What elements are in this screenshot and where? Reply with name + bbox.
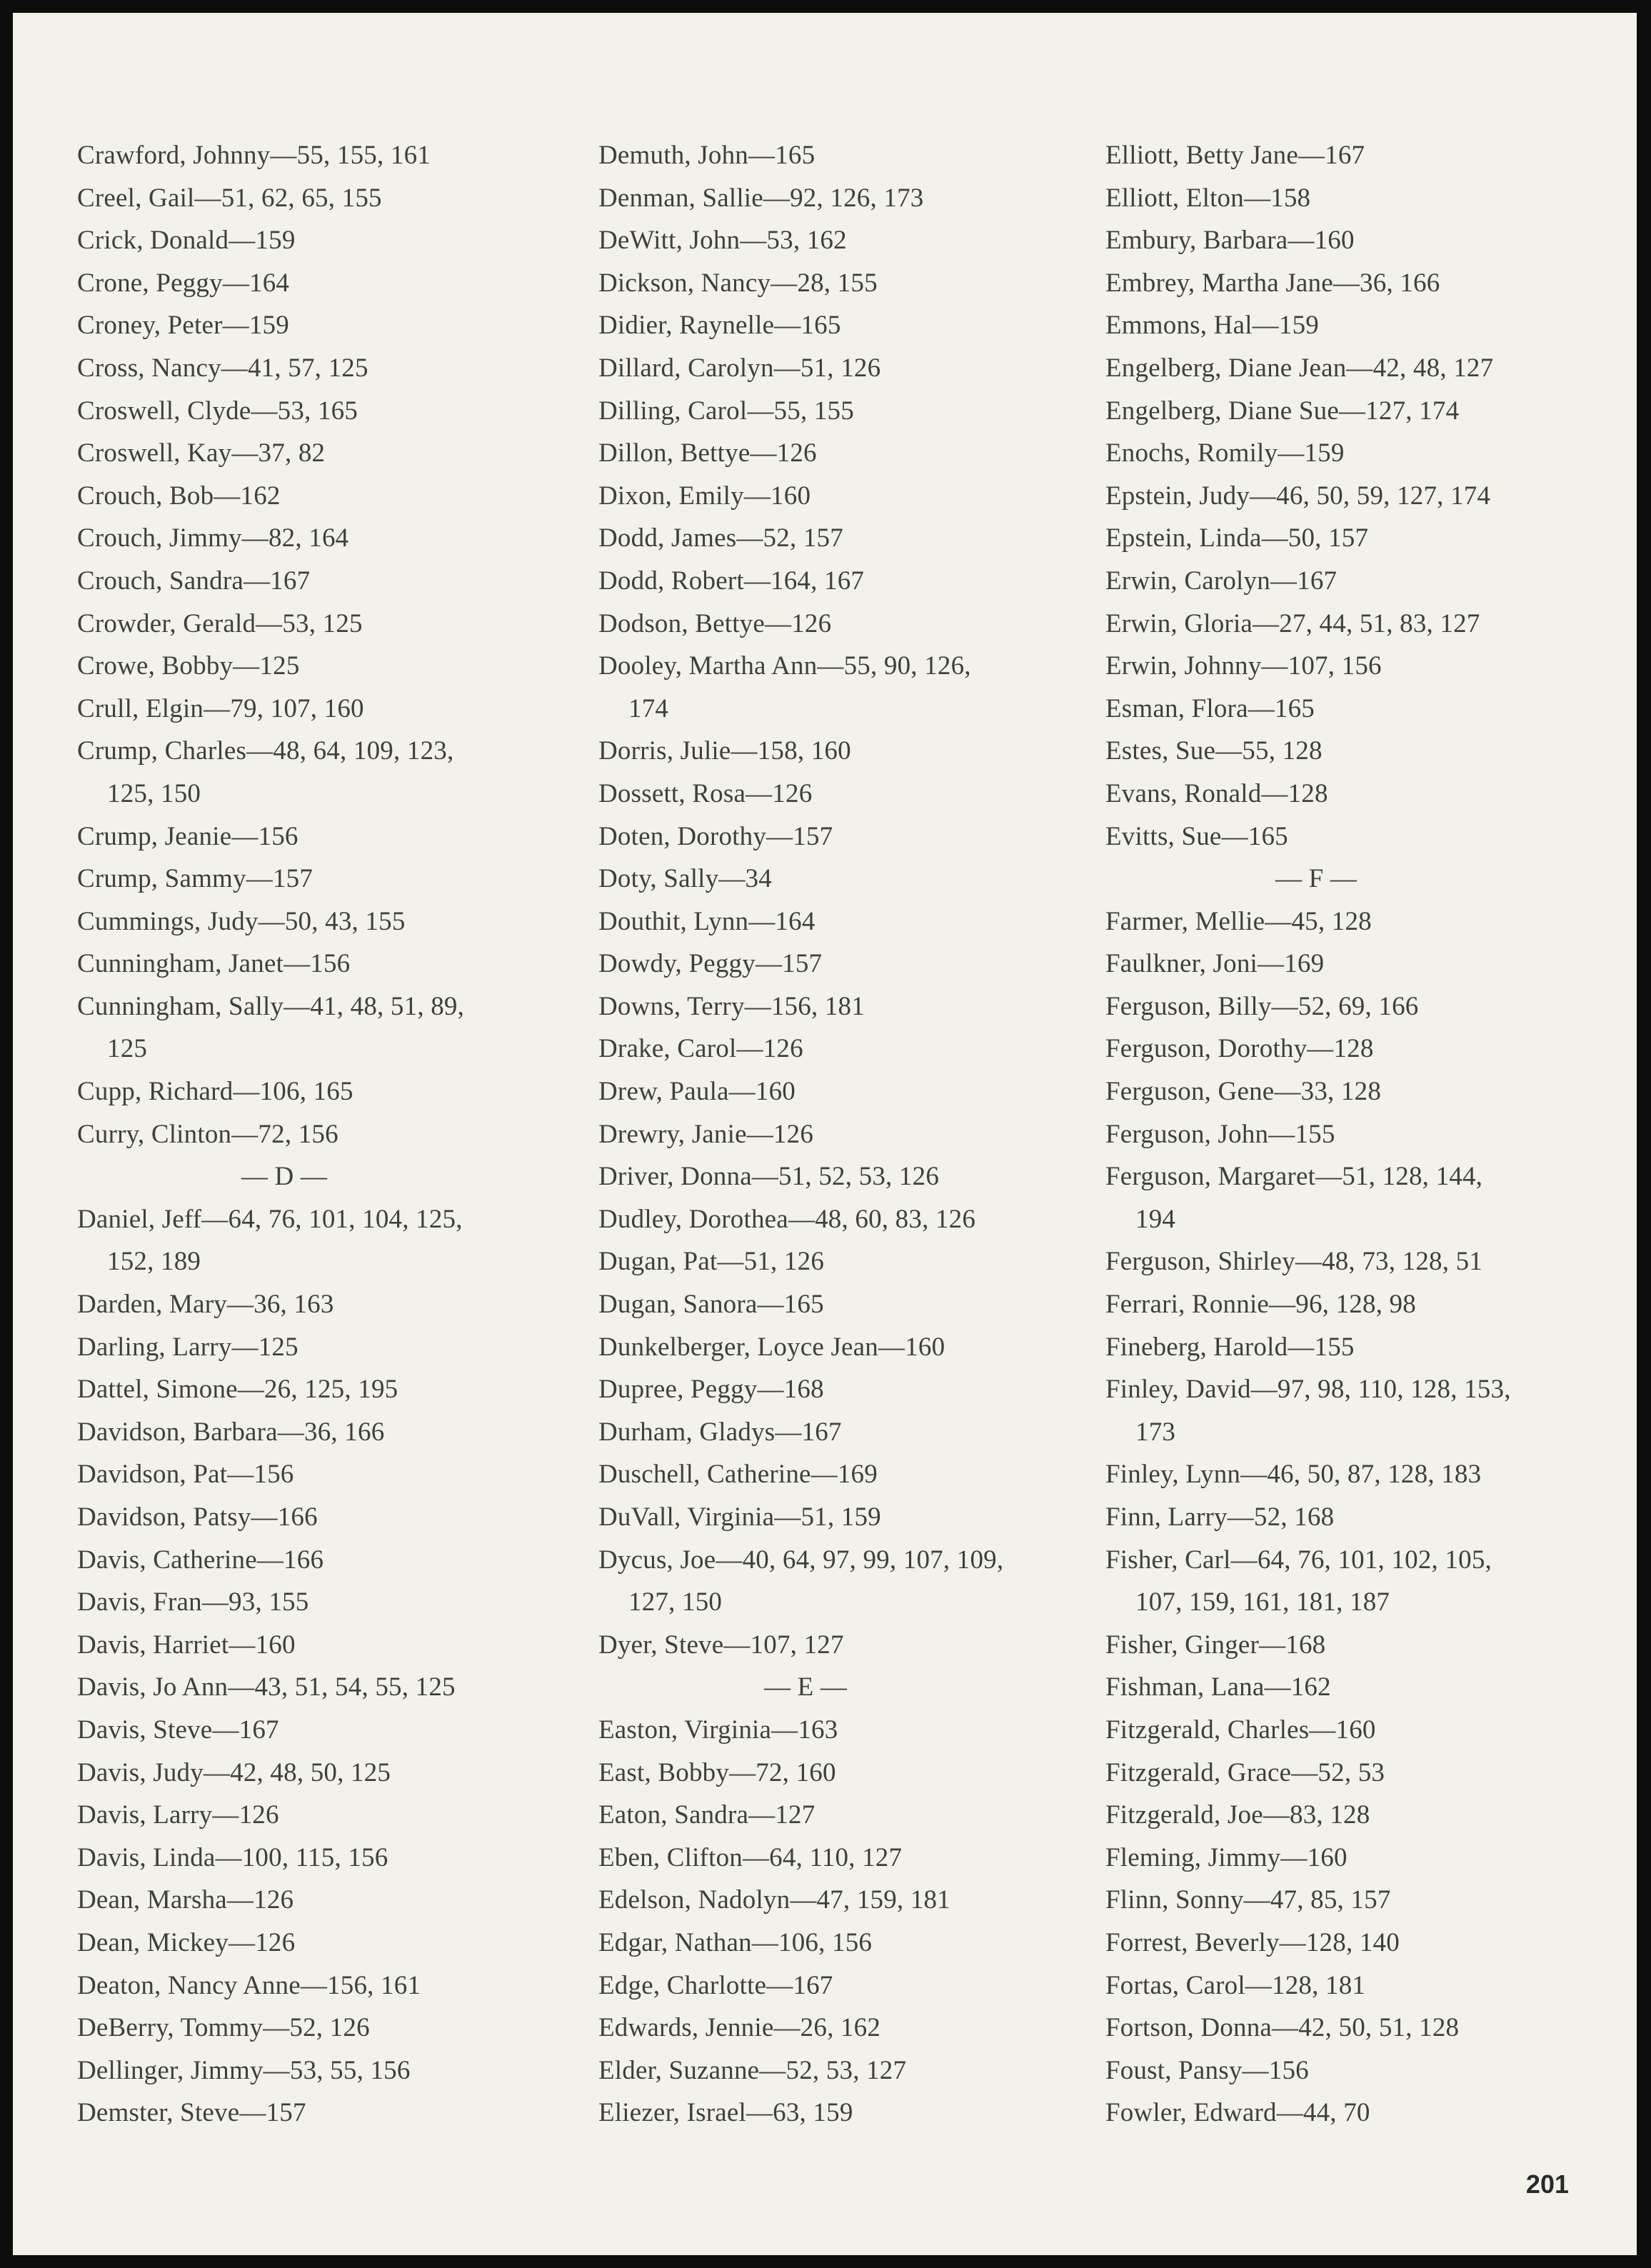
index-entry xyxy=(1105,1326,1605,1369)
index-entry xyxy=(1105,1837,1605,1880)
index-entry-text: Fortas, Carol—128, 181 xyxy=(1105,1970,1366,2000)
index-entry xyxy=(77,730,577,815)
index-entry-text: Crouch, Sandra—167 xyxy=(77,566,311,596)
index-entry-text: Crouch, Jimmy—82, 164 xyxy=(77,523,349,553)
index-entry-text: Edwards, Jennie—26, 162 xyxy=(598,2013,881,2043)
index-entry xyxy=(1105,1624,1605,1667)
index-entry xyxy=(1105,1879,1605,1922)
index-entry-text: Durham, Gladys—167 xyxy=(598,1417,842,1447)
index-entry-text: Creel, Gail—51, 62, 65, 155 xyxy=(77,183,382,213)
index-entry-text: Didier, Raynelle—165 xyxy=(598,311,841,341)
index-entry-text: Crone, Peggy—164 xyxy=(77,268,290,298)
index-entry-text: Crowder, Gerald—53, 125 xyxy=(77,608,363,638)
index-entry xyxy=(598,1411,1098,1454)
index-entry xyxy=(598,517,1098,560)
index-entry-text: Engelberg, Diane Sue—127, 174 xyxy=(1105,396,1460,426)
index-entry xyxy=(77,645,577,688)
index-entry-text: Dilling, Carol—55, 155 xyxy=(598,396,854,426)
index-entry-text: Croney, Peter—159 xyxy=(77,311,289,341)
index-entry-text: Dixon, Emily—160 xyxy=(598,481,811,511)
index-column-2 xyxy=(598,134,1098,2134)
index-entry-continuation: 125 xyxy=(107,1034,148,1064)
index-entry xyxy=(1105,219,1605,262)
index-entry-text: Davis, Jo Ann—43, 51, 54, 55, 125 xyxy=(77,1672,456,1702)
index-entry xyxy=(77,816,577,858)
index-entry xyxy=(77,1837,577,1880)
index-entry xyxy=(77,1794,577,1837)
index-entry xyxy=(1105,1155,1605,1240)
index-entry xyxy=(1105,1922,1605,1965)
index-entry xyxy=(77,603,577,646)
index-entry xyxy=(77,1113,577,1156)
index-entry-text: Dickson, Nancy—28, 155 xyxy=(598,268,878,298)
index-entry xyxy=(77,1922,577,1965)
index-entry xyxy=(598,900,1098,943)
index-entry xyxy=(77,1624,577,1667)
index-entry-text: Ferrari, Ronnie—96, 128, 98 xyxy=(1105,1290,1416,1320)
index-entry xyxy=(1105,1539,1605,1624)
index-entry xyxy=(77,1496,577,1539)
index-entry xyxy=(598,1837,1098,1880)
index-entry xyxy=(598,560,1098,603)
index-entry xyxy=(598,1028,1098,1070)
page-number: 201 xyxy=(1525,2169,1569,2199)
index-entry-text: Doty, Sally—34 xyxy=(598,864,772,894)
index-entry xyxy=(1105,1752,1605,1795)
index-entry-continuation: 125, 150 xyxy=(107,778,201,808)
index-entry-text: Darden, Mary—36, 163 xyxy=(77,1290,334,1320)
index-entry xyxy=(598,1240,1098,1283)
index-entry xyxy=(77,219,577,262)
index-entry xyxy=(77,1752,577,1795)
index-entry xyxy=(77,1879,577,1922)
index-entry xyxy=(1105,1496,1605,1539)
index-entry xyxy=(77,1283,577,1326)
index-entry xyxy=(598,2092,1098,2134)
index-entry-text: Davidson, Patsy—166 xyxy=(77,1502,318,1532)
index-entry xyxy=(77,900,577,943)
index-entry xyxy=(1105,304,1605,347)
index-entry-text: Dodd, Robert—164, 167 xyxy=(598,566,865,596)
index-entry-text: DuVall, Virginia—51, 159 xyxy=(598,1502,881,1532)
index-entry-text: Engelberg, Diane Jean—42, 48, 127 xyxy=(1105,353,1494,383)
index-entry-text: Fishman, Lana—162 xyxy=(1105,1672,1331,1702)
index-entry xyxy=(598,390,1098,433)
index-entry-text: Drew, Paula—160 xyxy=(598,1077,796,1107)
index-entry xyxy=(1105,134,1605,177)
index-entry-text: Fisher, Ginger—168 xyxy=(1105,1630,1326,1660)
index-entry xyxy=(77,985,577,1070)
index-entry-text: Crawford, Johnny—55, 155, 161 xyxy=(77,141,431,170)
index-entry xyxy=(77,304,577,347)
index-entry-text: Dellinger, Jimmy—53, 55, 156 xyxy=(77,2055,411,2085)
index-entry xyxy=(598,1879,1098,1922)
index-entry-text: Edelson, Nadolyn—47, 159, 181 xyxy=(598,1885,950,1915)
index-entry xyxy=(1105,475,1605,518)
index-entry-text: Ferguson, Margaret—51, 128, 144, xyxy=(1105,1162,1483,1192)
index-entry xyxy=(598,1113,1098,1156)
index-entry-text: Erwin, Gloria—27, 44, 51, 83, 127 xyxy=(1105,608,1480,638)
index-entry-text: Fitzgerald, Joe—83, 128 xyxy=(1105,1800,1370,1830)
index-entry xyxy=(1105,2049,1605,2092)
index-entry-text: Fortson, Donna—42, 50, 51, 128 xyxy=(1105,2013,1460,2043)
index-entry xyxy=(1105,177,1605,220)
index-entry-continuation: 173 xyxy=(1135,1417,1176,1447)
index-entry-text: Demuth, John—165 xyxy=(598,141,816,170)
index-entry-text: Denman, Sallie—92, 126, 173 xyxy=(598,183,924,213)
index-entry xyxy=(77,1709,577,1752)
index-entry-text: Finley, Lynn—46, 50, 87, 128, 183 xyxy=(1105,1460,1482,1490)
index-entry xyxy=(77,134,577,177)
index-entry-text: Dodson, Bettye—126 xyxy=(598,608,832,638)
index-entry xyxy=(598,1965,1098,2007)
index-entry-continuation: 152, 189 xyxy=(107,1247,201,1277)
index-entry-text: Drewry, Janie—126 xyxy=(598,1119,814,1149)
index-entry xyxy=(77,1965,577,2007)
index-entry xyxy=(77,688,577,731)
index-entry-text: Dodd, James—52, 157 xyxy=(598,523,843,553)
section-letter-header: — F — xyxy=(1275,864,1358,894)
index-entry-text: Edgar, Nathan—106, 156 xyxy=(598,1927,873,1957)
index-entry-text: Croswell, Clyde—53, 165 xyxy=(77,396,358,426)
index-entry xyxy=(77,390,577,433)
index-entry xyxy=(598,816,1098,858)
index-entry xyxy=(598,1794,1098,1837)
index-entry xyxy=(77,475,577,518)
index-entry-text: Elliott, Elton—158 xyxy=(1105,183,1311,213)
index-entry xyxy=(77,1539,577,1582)
index-entry-text: Foust, Pansy—156 xyxy=(1105,2055,1309,2085)
index-entry-text: Fitzgerald, Grace—52, 53 xyxy=(1105,1757,1385,1787)
index-entry-continuation: 174 xyxy=(628,693,669,723)
index-entry-text: Davis, Fran—93, 155 xyxy=(77,1587,309,1617)
index-entry-text: Emmons, Hal—159 xyxy=(1105,311,1319,341)
index-entry-continuation: 194 xyxy=(1135,1204,1176,1234)
index-entry-text: Ferguson, Gene—33, 128 xyxy=(1105,1077,1382,1107)
index-entry xyxy=(598,1624,1098,1667)
index-entry xyxy=(1105,1368,1605,1453)
index-entry xyxy=(1105,390,1605,433)
index-entry-text: Fitzgerald, Charles—160 xyxy=(1105,1715,1376,1745)
index-entry-text: Crump, Charles—48, 64, 109, 123, xyxy=(77,736,454,766)
index-entry-text: Eaton, Sandra—127 xyxy=(598,1800,816,1830)
index-entry xyxy=(1105,1283,1605,1326)
index-entry-text: Elliott, Betty Jane—167 xyxy=(1105,141,1365,170)
index-entry xyxy=(598,1539,1098,1624)
index-entry-text: Davis, Catherine—166 xyxy=(77,1545,324,1575)
index-entry xyxy=(1105,645,1605,688)
index-entry-text: Darling, Larry—125 xyxy=(77,1332,298,1362)
index-entry-text: Ferguson, Billy—52, 69, 166 xyxy=(1105,991,1419,1021)
index-entry-text: Cummings, Judy—50, 43, 155 xyxy=(77,906,406,936)
index-entry xyxy=(77,432,577,475)
index-entry-text: Forrest, Beverly—128, 140 xyxy=(1105,1927,1400,1957)
index-entry xyxy=(598,773,1098,816)
index-entry-text: Crick, Donald—159 xyxy=(77,226,296,256)
index-entry-text: Davis, Steve—167 xyxy=(77,1715,279,1745)
index-entry xyxy=(598,1283,1098,1326)
index-entry xyxy=(1105,1240,1605,1283)
index-entry xyxy=(1105,2007,1605,2049)
index-entry xyxy=(77,2007,577,2049)
index-entry xyxy=(598,1453,1098,1496)
index-entry xyxy=(598,1368,1098,1411)
index-entry xyxy=(598,2007,1098,2049)
index-entry-text: Edge, Charlotte—167 xyxy=(598,1970,833,2000)
index-entry-text: Dean, Marsha—126 xyxy=(77,1885,294,1915)
index-entry xyxy=(1105,1070,1605,1113)
index-column-3 xyxy=(1105,134,1605,2134)
index-entry-text: Demster, Steve—157 xyxy=(77,2098,306,2128)
index-entry xyxy=(598,985,1098,1028)
index-entry-text: Embury, Barbara—160 xyxy=(1105,226,1355,256)
index-entry xyxy=(1105,2092,1605,2134)
index-entry-text: Epstein, Judy—46, 50, 59, 127, 174 xyxy=(1105,481,1491,511)
index-entry-text: Dugan, Sanora—165 xyxy=(598,1290,824,1320)
index-entry-text: Dyer, Steve—107, 127 xyxy=(598,1630,844,1660)
index-entry xyxy=(1105,773,1605,816)
index-entry xyxy=(1105,816,1605,858)
index-entry-text: Dunkelberger, Loyce Jean—160 xyxy=(598,1332,945,1362)
index-entry xyxy=(1105,688,1605,731)
index-entry xyxy=(598,219,1098,262)
index-entry-text: Crowe, Bobby—125 xyxy=(77,651,300,681)
index-entry xyxy=(598,1709,1098,1752)
section-letter-header: — D — xyxy=(241,1162,328,1192)
index-entry xyxy=(77,560,577,603)
index-entry-text: Cupp, Richard—106, 165 xyxy=(77,1077,353,1107)
index-entry-text: Duschell, Catherine—169 xyxy=(598,1460,878,1490)
index-entry xyxy=(77,1581,577,1624)
index-entry xyxy=(77,1411,577,1454)
index-entry xyxy=(77,2092,577,2134)
index-entry xyxy=(598,2049,1098,2092)
index-entry xyxy=(598,177,1098,220)
index-entry xyxy=(1105,1028,1605,1070)
index-entry xyxy=(77,517,577,560)
index-entry-text: Finn, Larry—52, 168 xyxy=(1105,1502,1335,1532)
index-entry xyxy=(1105,603,1605,646)
index-entry-text: Crouch, Bob—162 xyxy=(77,481,281,511)
index-entry-text: Estes, Sue—55, 128 xyxy=(1105,736,1323,766)
index-entry-text: Douthit, Lynn—164 xyxy=(598,906,816,936)
index-entry xyxy=(1105,560,1605,603)
index-entry-text: Driver, Donna—51, 52, 53, 126 xyxy=(598,1162,940,1192)
index-entry-text: DeBerry, Tommy—52, 126 xyxy=(77,2013,370,2043)
index-entry-text: Farmer, Mellie—45, 128 xyxy=(1105,906,1372,936)
index-entry xyxy=(1105,943,1605,985)
index-entry-text: Finley, David—97, 98, 110, 128, 153, xyxy=(1105,1375,1511,1405)
index-entry-text: Croswell, Kay—37, 82 xyxy=(77,438,326,468)
index-entry xyxy=(77,1198,577,1283)
index-entry-text: DeWitt, John—53, 162 xyxy=(598,226,847,256)
index-entry-text: Dudley, Dorothea—48, 60, 83, 126 xyxy=(598,1204,976,1234)
index-entry-text: Davidson, Pat—156 xyxy=(77,1460,294,1490)
index-entry xyxy=(77,1453,577,1496)
index-entry xyxy=(598,1155,1098,1198)
index-entry xyxy=(77,2049,577,2092)
index-entry xyxy=(598,858,1098,900)
index-entry xyxy=(1105,347,1605,390)
index-entry xyxy=(598,432,1098,475)
index-entry-text: Davis, Larry—126 xyxy=(77,1800,279,1830)
index-entry-continuation: 127, 150 xyxy=(628,1587,723,1617)
index-entry xyxy=(598,262,1098,305)
index-entry xyxy=(77,858,577,900)
index-entry-text: Cross, Nancy—41, 57, 125 xyxy=(77,353,368,383)
index-entry-text: Embrey, Martha Jane—36, 166 xyxy=(1105,268,1440,298)
index-entry xyxy=(598,1198,1098,1241)
index-entry xyxy=(598,1922,1098,1965)
index-entry-text: East, Bobby—72, 160 xyxy=(598,1757,836,1787)
index-entry xyxy=(1105,730,1605,773)
index-entry-text: Dupree, Peggy—168 xyxy=(598,1375,824,1405)
index-entry-text: Dillard, Carolyn—51, 126 xyxy=(598,353,881,383)
index-entry-text: Davis, Judy—42, 48, 50, 125 xyxy=(77,1757,391,1787)
index-entry-text: Ferguson, John—155 xyxy=(1105,1119,1335,1149)
section-letter-header: — E — xyxy=(763,1672,848,1702)
index-entry-text: Enochs, Romily—159 xyxy=(1105,438,1345,468)
index-entry-text: Davis, Harriet—160 xyxy=(77,1630,296,1660)
index-entry-text: Dattel, Simone—26, 125, 195 xyxy=(77,1375,398,1405)
index-entry xyxy=(598,1070,1098,1113)
index-entry xyxy=(77,943,577,985)
index-entry-text: Evans, Ronald—128 xyxy=(1105,778,1328,808)
index-entry xyxy=(598,1326,1098,1369)
index-entry-text: Crump, Jeanie—156 xyxy=(77,821,298,851)
index-entry-text: Esman, Flora—165 xyxy=(1105,693,1315,723)
index-entry xyxy=(598,730,1098,773)
index-entry-text: Daniel, Jeff—64, 76, 101, 104, 125, xyxy=(77,1204,463,1234)
index-entry-text: Fowler, Edward—44, 70 xyxy=(1105,2098,1370,2128)
index-entry-text: Erwin, Carolyn—167 xyxy=(1105,566,1338,596)
index-entry-text: Flinn, Sonny—47, 85, 157 xyxy=(1105,1885,1391,1915)
index-entry-text: Elder, Suzanne—52, 53, 127 xyxy=(598,2055,907,2085)
index-entry-text: Dugan, Pat—51, 126 xyxy=(598,1247,825,1277)
index-entry-text: Easton, Virginia—163 xyxy=(598,1715,838,1745)
index-entry-text: Davidson, Barbara—36, 166 xyxy=(77,1417,385,1447)
index-entry xyxy=(77,1368,577,1411)
index-entry xyxy=(77,1666,577,1709)
index-entry xyxy=(598,1752,1098,1795)
index-entry xyxy=(77,1070,577,1113)
index-entry-continuation: 107, 159, 161, 181, 187 xyxy=(1135,1587,1390,1617)
index-entry-text: Cunningham, Sally—41, 48, 51, 89, xyxy=(77,991,465,1021)
index-entry-text: Dowdy, Peggy—157 xyxy=(598,949,823,979)
index-entry xyxy=(1105,1709,1605,1752)
index-entry-text: Epstein, Linda—50, 157 xyxy=(1105,523,1369,553)
index-entry-text: Fleming, Jimmy—160 xyxy=(1105,1842,1348,1872)
index-entry-text: Davis, Linda—100, 115, 156 xyxy=(77,1842,388,1872)
index-entry-text: Doten, Dorothy—157 xyxy=(598,821,833,851)
index-entry-text: Cunningham, Janet—156 xyxy=(77,949,351,979)
index-entry-text: Crump, Sammy—157 xyxy=(77,864,313,894)
index-entry-text: Dillon, Bettye—126 xyxy=(598,438,817,468)
index-entry-text: Erwin, Johnny—107, 156 xyxy=(1105,651,1382,681)
index-entry-text: Eben, Clifton—64, 110, 127 xyxy=(598,1842,903,1872)
index-entry-text: Evitts, Sue—165 xyxy=(1105,821,1288,851)
index-entry-text: Dooley, Martha Ann—55, 90, 126, xyxy=(598,651,971,681)
index-entry xyxy=(1105,1453,1605,1496)
index-entry xyxy=(1105,985,1605,1028)
index-entry-text: Dean, Mickey—126 xyxy=(77,1927,296,1957)
index-entry-text: Ferguson, Dorothy—128 xyxy=(1105,1034,1374,1064)
index-entry-text: Fineberg, Harold—155 xyxy=(1105,1332,1355,1362)
index-entry-text: Dorris, Julie—158, 160 xyxy=(598,736,851,766)
index-entry xyxy=(1105,1666,1605,1709)
index-entry xyxy=(598,347,1098,390)
index-entry-text: Deaton, Nancy Anne—156, 161 xyxy=(77,1970,421,2000)
index-entry xyxy=(1105,1965,1605,2007)
index-entry xyxy=(598,603,1098,646)
index-entry xyxy=(598,475,1098,518)
index-entry xyxy=(598,645,1098,730)
index-entry-text: Ferguson, Shirley—48, 73, 128, 51 xyxy=(1105,1247,1483,1277)
index-entry xyxy=(598,304,1098,347)
index-entry xyxy=(1105,262,1605,305)
index-entry xyxy=(1105,900,1605,943)
index-entry xyxy=(77,347,577,390)
index-entry-text: Fisher, Carl—64, 76, 101, 102, 105, xyxy=(1105,1545,1492,1575)
index-entry-text: Drake, Carol—126 xyxy=(598,1034,803,1064)
index-entry xyxy=(598,134,1098,177)
index-entry xyxy=(77,1326,577,1369)
index-entry-text: Faulkner, Joni—169 xyxy=(1105,949,1325,979)
index-entry xyxy=(598,943,1098,985)
index-entry-text: Dossett, Rosa—126 xyxy=(598,778,813,808)
index-entry xyxy=(1105,1113,1605,1156)
index-entry-text: Downs, Terry—156, 181 xyxy=(598,991,865,1021)
index-entry xyxy=(77,177,577,220)
index-entry-text: Crull, Elgin—79, 107, 160 xyxy=(77,693,364,723)
index-entry xyxy=(1105,1794,1605,1837)
index-entry xyxy=(1105,432,1605,475)
index-entry-text: Curry, Clinton—72, 156 xyxy=(77,1119,338,1149)
index-entry xyxy=(1105,517,1605,560)
index-entry-text: Eliezer, Israel—63, 159 xyxy=(598,2098,853,2128)
index-page xyxy=(13,13,1637,2255)
index-entry xyxy=(77,262,577,305)
index-entry xyxy=(598,1496,1098,1539)
index-column-1 xyxy=(77,134,577,2134)
index-entry-text: Dycus, Joe—40, 64, 97, 99, 107, 109, xyxy=(598,1545,1004,1575)
